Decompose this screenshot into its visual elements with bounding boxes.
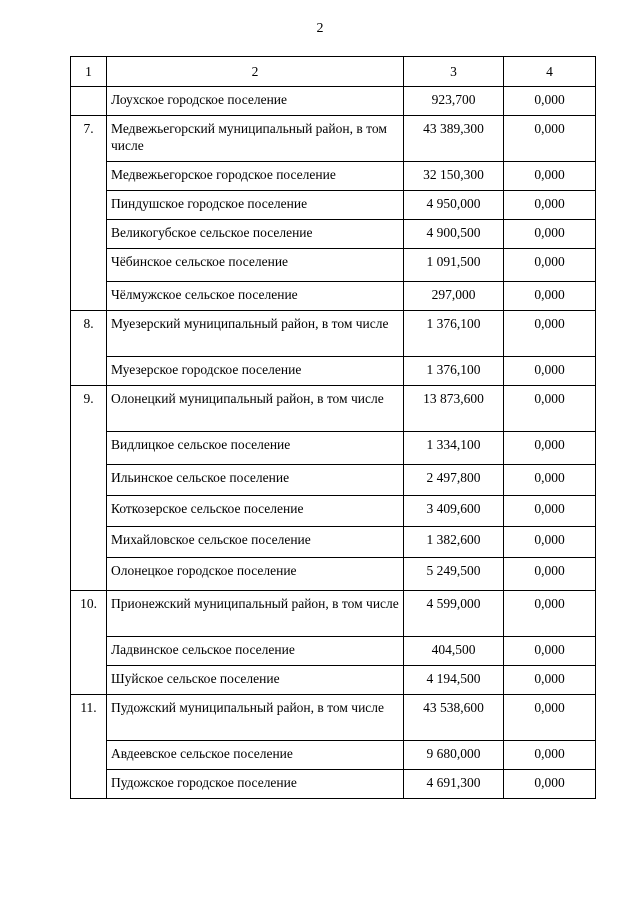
row-index-cell	[71, 558, 107, 591]
row-value-col3: 5 249,500	[404, 558, 504, 591]
table-row	[71, 249, 596, 282]
row-value-col4: 0,000	[504, 311, 596, 357]
row-index-cell	[71, 666, 107, 695]
row-index-cell	[71, 87, 107, 116]
row-value-col3: 3 409,600	[404, 496, 504, 527]
row-value-col4: 0,000	[504, 116, 596, 162]
table-row	[71, 282, 596, 311]
row-name-cell: Ладвинское сельское поселение	[107, 637, 404, 666]
header-col-1: 1	[71, 57, 107, 87]
table-row	[71, 465, 596, 496]
table-row	[71, 116, 596, 162]
table-row	[71, 386, 596, 432]
row-name-cell: Чёбинское сельское поселение	[107, 249, 404, 282]
row-value-col3: 1 376,100	[404, 311, 504, 357]
table-body	[71, 87, 596, 799]
row-value-col3: 43 538,600	[404, 695, 504, 741]
row-value-col3: 32 150,300	[404, 162, 504, 191]
row-name-cell: Михайловское сельское поселение	[107, 527, 404, 558]
row-index-cell: 11.	[71, 695, 107, 741]
row-value-col4: 0,000	[504, 666, 596, 695]
row-index-cell	[71, 496, 107, 527]
row-value-col4: 0,000	[504, 357, 596, 386]
row-value-col4: 0,000	[504, 496, 596, 527]
row-index-cell	[71, 770, 107, 799]
row-value-col4: 0,000	[504, 220, 596, 249]
table-row	[71, 558, 596, 591]
row-value-col3: 9 680,000	[404, 741, 504, 770]
row-index-cell	[71, 249, 107, 282]
table-row	[71, 220, 596, 249]
row-value-col3: 4 599,000	[404, 591, 504, 637]
row-value-col3: 4 900,500	[404, 220, 504, 249]
table-row	[71, 162, 596, 191]
row-name-cell: Чёлмужское сельское поселение	[107, 282, 404, 311]
row-value-col3: 1 376,100	[404, 357, 504, 386]
table-row	[71, 591, 596, 637]
row-value-col3: 4 950,000	[404, 191, 504, 220]
row-index-cell	[71, 191, 107, 220]
table-row	[71, 496, 596, 527]
row-value-col4: 0,000	[504, 637, 596, 666]
row-name-cell: Авдеевское сельское поселение	[107, 741, 404, 770]
table-row	[71, 770, 596, 799]
row-index-cell	[71, 162, 107, 191]
header-col-3: 3	[404, 57, 504, 87]
table-row	[71, 695, 596, 741]
row-name-cell: Шуйское сельское поселение	[107, 666, 404, 695]
row-value-col3: 13 873,600	[404, 386, 504, 432]
row-value-col3: 4 691,300	[404, 770, 504, 799]
row-name-cell: Пудожский муниципальный район, в том числе	[107, 695, 404, 741]
row-name-cell: Медвежьегорский муниципальный район, в том числе	[107, 116, 404, 162]
row-value-col3: 43 389,300	[404, 116, 504, 162]
row-name-cell: Олонецкий муниципальный район, в том числе	[107, 386, 404, 432]
row-value-col4: 0,000	[504, 527, 596, 558]
row-value-col4: 0,000	[504, 558, 596, 591]
table-row	[71, 311, 596, 357]
row-index-cell	[71, 357, 107, 386]
row-value-col4: 0,000	[504, 591, 596, 637]
row-index-cell	[71, 527, 107, 558]
row-name-cell: Пиндушское городское поселение	[107, 191, 404, 220]
row-index-cell	[71, 432, 107, 465]
table-row	[71, 357, 596, 386]
row-name-cell: Ильинское сельское поселение	[107, 465, 404, 496]
row-index-cell	[71, 282, 107, 311]
row-index-cell: 9.	[71, 386, 107, 432]
row-value-col3: 923,700	[404, 87, 504, 116]
row-name-cell: Прионежский муниципальный район, в том числе	[107, 591, 404, 637]
row-name-cell: Коткозерское сельское поселение	[107, 496, 404, 527]
row-value-col3: 4 194,500	[404, 666, 504, 695]
row-value-col4: 0,000	[504, 249, 596, 282]
row-name-cell: Видлицкое сельское поселение	[107, 432, 404, 465]
row-index-cell	[71, 741, 107, 770]
table-row	[71, 191, 596, 220]
table-row	[71, 432, 596, 465]
row-name-cell: Медвежьегорское городское поселение	[107, 162, 404, 191]
header-col-4: 4	[504, 57, 596, 87]
row-value-col3: 404,500	[404, 637, 504, 666]
row-value-col4: 0,000	[504, 87, 596, 116]
table-row	[71, 666, 596, 695]
page-number: 2	[316, 21, 324, 36]
row-name-cell: Пудожское городское поселение	[107, 770, 404, 799]
row-name-cell: Лоухское городское поселение	[107, 87, 404, 116]
row-value-col3: 1 334,100	[404, 432, 504, 465]
row-value-col4: 0,000	[504, 162, 596, 191]
row-value-col4: 0,000	[504, 770, 596, 799]
row-name-cell: Муезерское городское поселение	[107, 357, 404, 386]
row-value-col4: 0,000	[504, 695, 596, 741]
table-row	[71, 637, 596, 666]
row-value-col4: 0,000	[504, 191, 596, 220]
row-name-cell: Великогубское сельское поселение	[107, 220, 404, 249]
table-row	[71, 527, 596, 558]
row-value-col4: 0,000	[504, 465, 596, 496]
row-index-cell	[71, 637, 107, 666]
row-value-col3: 1 091,500	[404, 249, 504, 282]
row-value-col3: 2 497,800	[404, 465, 504, 496]
budget-table	[70, 56, 596, 799]
row-value-col3: 1 382,600	[404, 527, 504, 558]
row-value-col4: 0,000	[504, 432, 596, 465]
row-index-cell	[71, 220, 107, 249]
table-row	[71, 741, 596, 770]
row-value-col4: 0,000	[504, 282, 596, 311]
row-index-cell: 8.	[71, 311, 107, 357]
row-index-cell: 7.	[71, 116, 107, 162]
row-value-col3: 297,000	[404, 282, 504, 311]
row-index-cell: 10.	[71, 591, 107, 637]
row-index-cell	[71, 465, 107, 496]
row-value-col4: 0,000	[504, 741, 596, 770]
row-value-col4: 0,000	[504, 386, 596, 432]
header-col-2: 2	[107, 57, 404, 87]
table-header-row	[71, 57, 596, 87]
row-name-cell: Муезерский муниципальный район, в том числе	[107, 311, 404, 357]
row-name-cell: Олонецкое городское поселение	[107, 558, 404, 591]
table-row	[71, 87, 596, 116]
